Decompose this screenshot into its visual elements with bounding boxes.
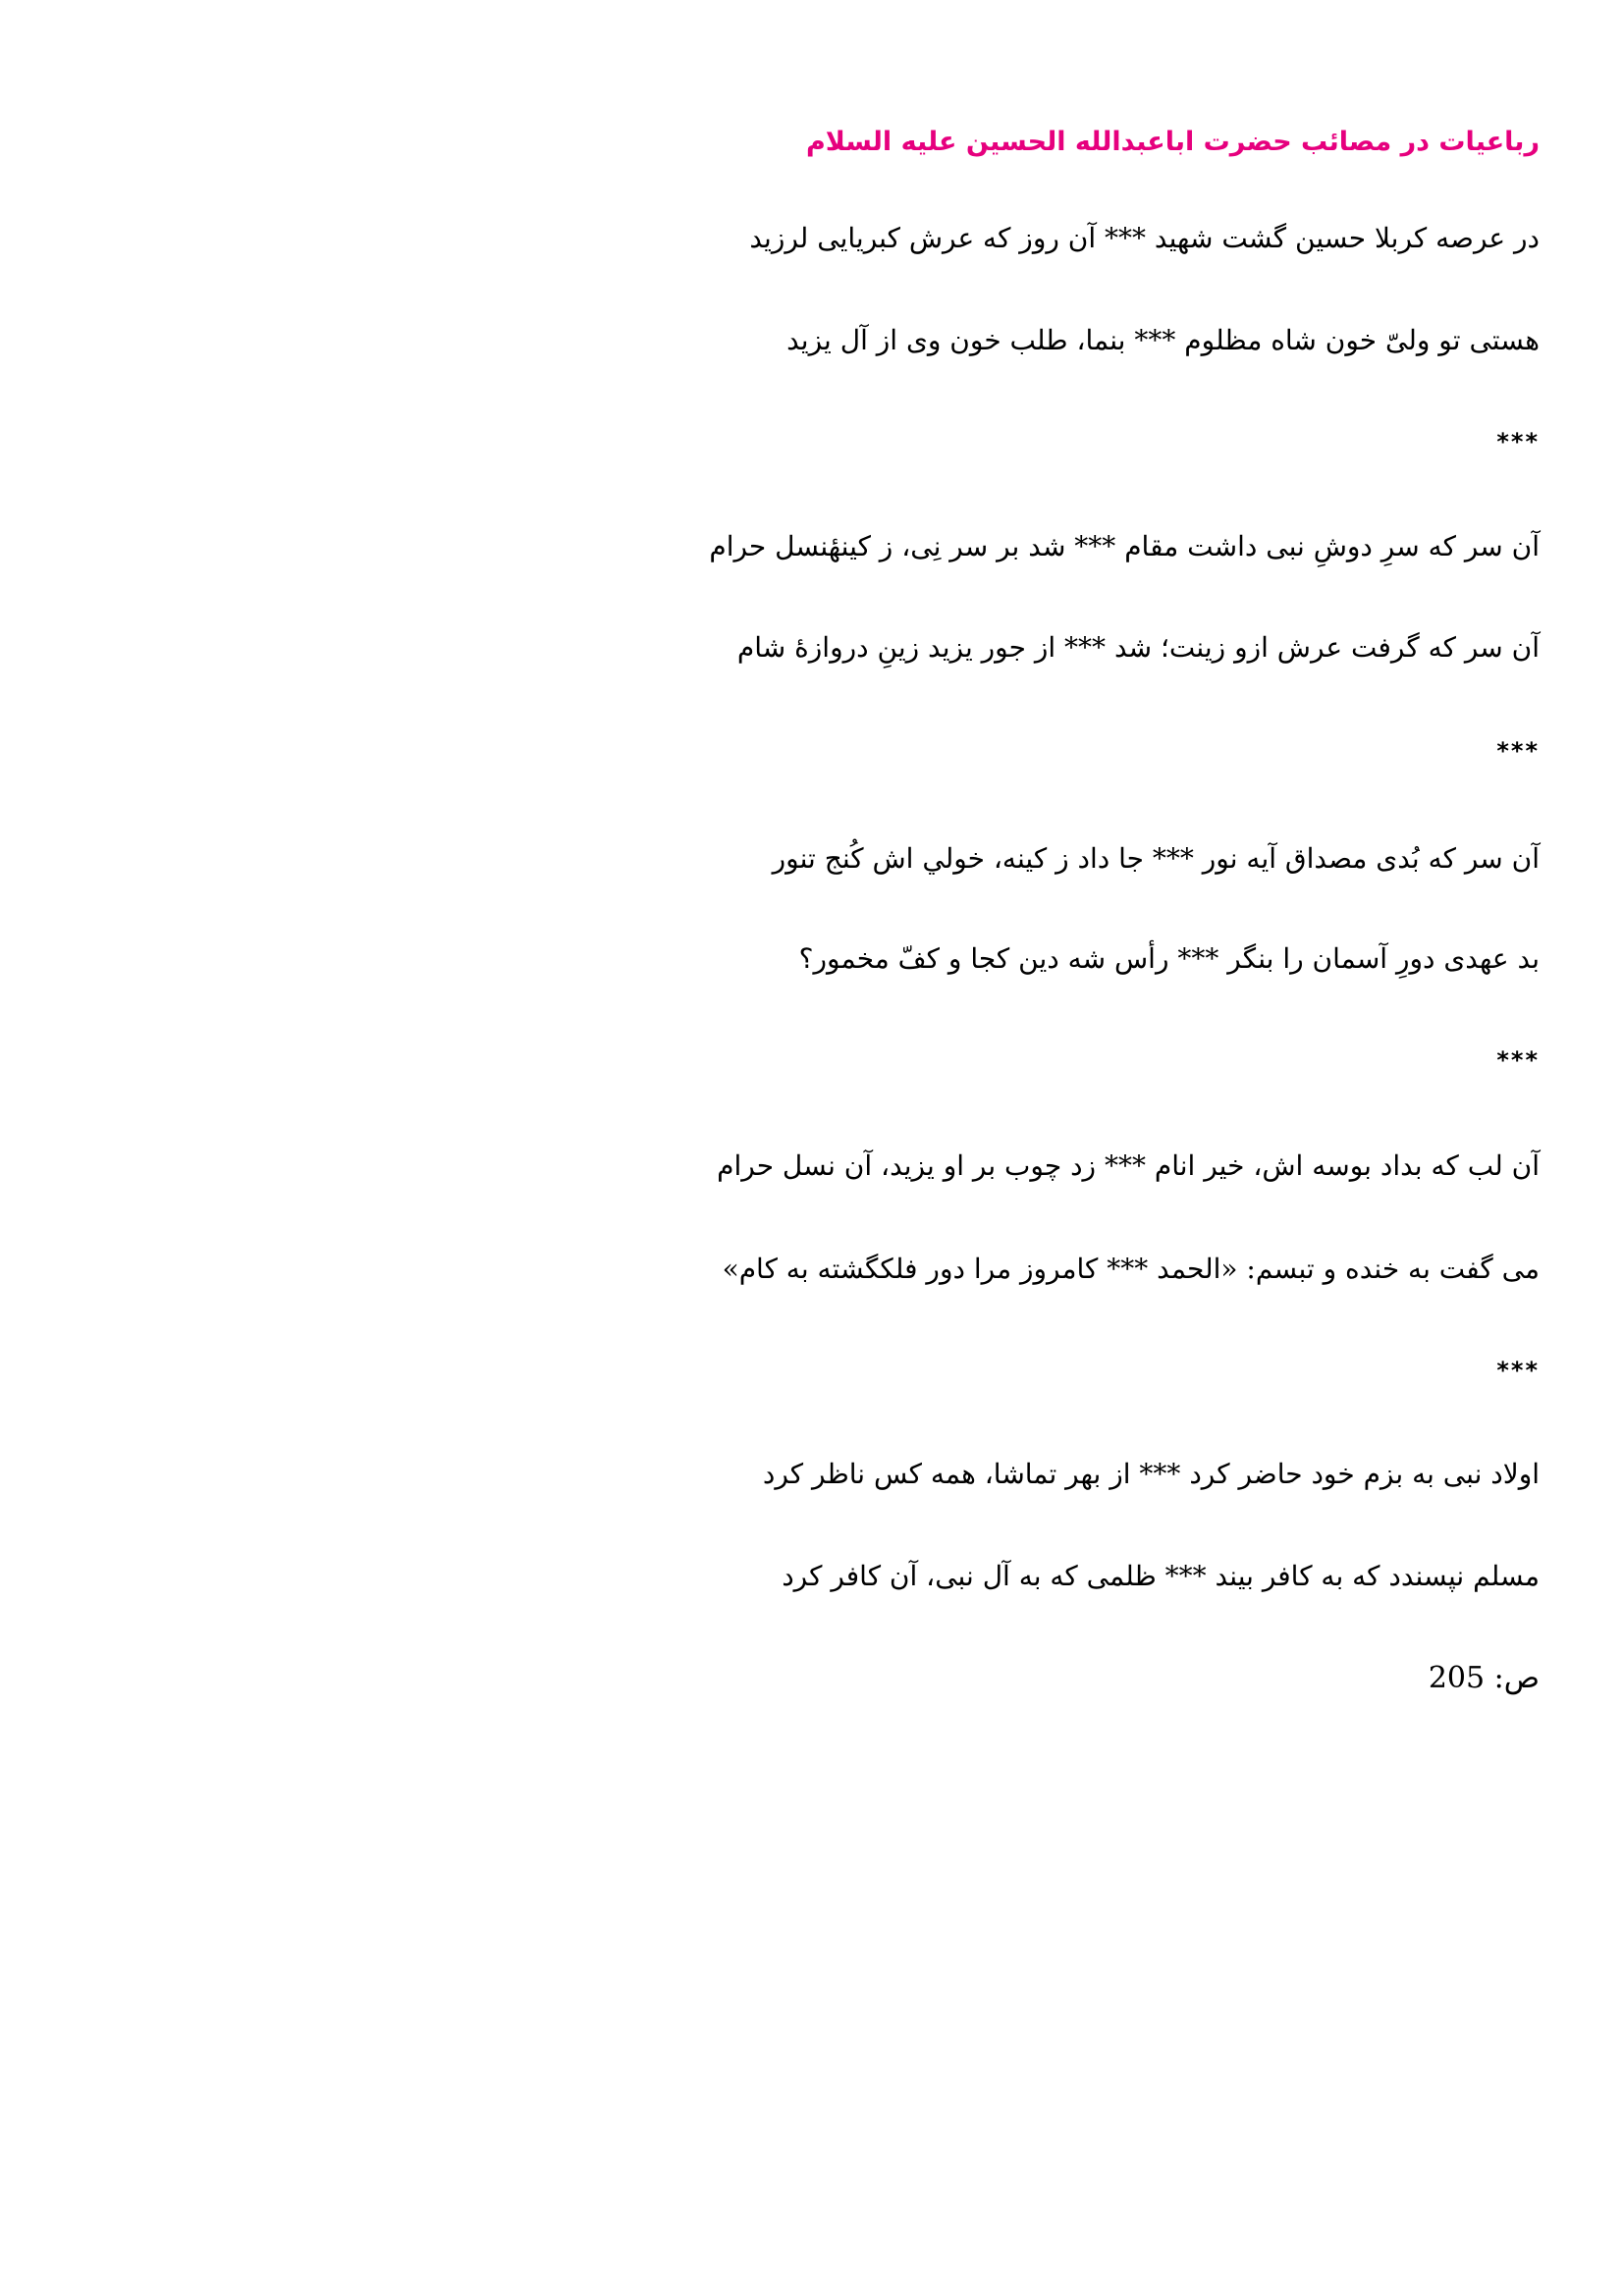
page-number: ص: 205	[1428, 1661, 1540, 1695]
verse-line: مسلم نپسندد که به کافر بیند *** ظلمی که به آل نبی، آن کافر کرد	[782, 1560, 1540, 1592]
separator: ***	[1496, 428, 1540, 455]
document-title: رباعیات در مصائب حضرت اباعبدالله الحسین علیه السلام	[806, 127, 1540, 157]
separator: ***	[1496, 1046, 1540, 1074]
separator: ***	[1496, 737, 1540, 765]
verse-line: می گفت به خنده و تبسم: «الحمد *** کامروز مرا دور فلکگشته به کام»	[722, 1253, 1540, 1285]
verse-line: اولاد نبی به بزم خود حاضر کرد *** از بهر تماشا، همه کس ناظر کرد	[762, 1458, 1540, 1490]
verse-line: آن سر که بُدی مصداق آیه نور *** جا داد ز کینه، خولي اش کُنج تنور	[772, 842, 1540, 875]
verse-line: آن سر که سرِ دوشِ نبی داشت مقام *** شد بر سر نِی، ز کینهٔنسل حرام	[709, 530, 1540, 562]
verse-line: بد عهدی دورِ آسمان را بنگر *** رأس شه دین کجا و کفّ مخمور؟	[798, 942, 1540, 975]
verse-line: آن سر که گرفت عرش ازو زینت؛ شد *** از جور یزید زینِ دروازهٔ شام	[736, 631, 1540, 664]
separator: ***	[1496, 1357, 1540, 1384]
verse-line: در عرصه کربلا حسین گشت شهید *** آن روز که عرش کبریایی لرزید	[749, 222, 1540, 254]
verse-line: آن لب که بداد بوسه اش، خیر انام *** زد چوب بر او یزید، آن نسل حرام	[717, 1149, 1540, 1182]
verse-line: هستی تو ولیّ خون شاه مظلوم *** بنما، طلب خون وی از آل یزید	[786, 324, 1540, 356]
